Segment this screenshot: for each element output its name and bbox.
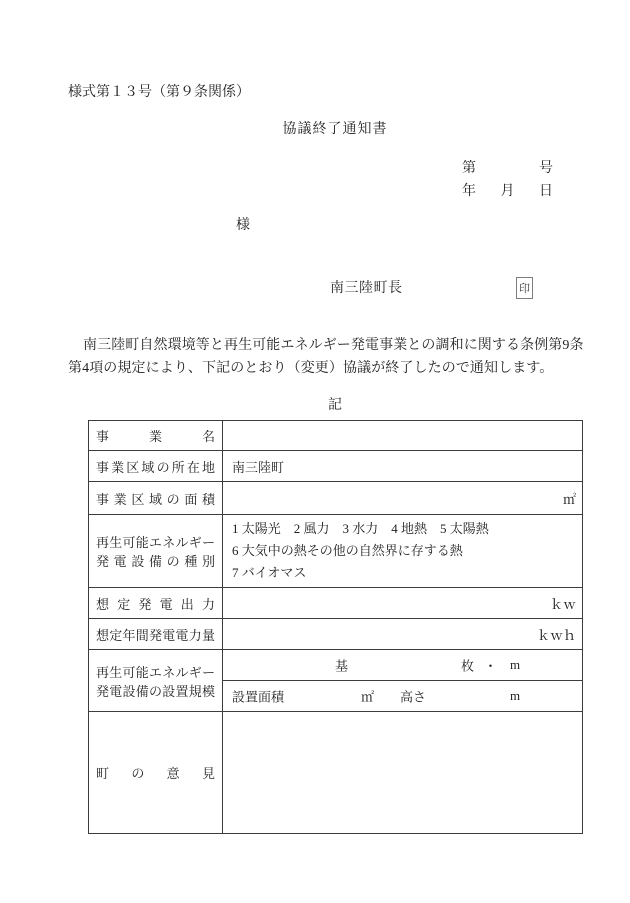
form-table-container bbox=[88, 420, 583, 834]
equipment-type-label-cell bbox=[89, 515, 223, 588]
body-text-line1: 南三陸町自然環境等と再生可能エネルギー発電事業との調和に関する条例第9条 bbox=[83, 338, 584, 353]
installation-area-unit: ㎡ bbox=[361, 689, 375, 705]
location-value-cell: 南三陸町 bbox=[223, 451, 583, 482]
area-label: 事業区域の面積 bbox=[96, 491, 215, 507]
seal-label: 印 bbox=[519, 283, 530, 295]
scale-label-line2: 発電設備の設置規模 bbox=[96, 683, 215, 699]
sender-title: 南三陸町長 bbox=[330, 281, 403, 296]
equipment-type-option-line1: 1 太陽光 2 風力 3 水力 4 地熱 5 太陽熱 bbox=[232, 521, 489, 536]
equipment-type-options-cell bbox=[223, 515, 583, 588]
date-line bbox=[462, 183, 553, 201]
scale-unit-dot: ・ bbox=[484, 658, 498, 674]
output-value-cell bbox=[223, 588, 583, 619]
seal-box bbox=[516, 277, 533, 299]
town-opinion-value-cell bbox=[223, 712, 583, 834]
annual-energy-label: 想定年間発電電力量 bbox=[96, 627, 215, 643]
form-number: 様式第１３号（第９条関係） bbox=[68, 85, 250, 100]
table-row-business-name bbox=[89, 421, 583, 451]
annual-energy-unit: ｋｗｈ bbox=[536, 627, 576, 643]
scale-unit-meter1: m bbox=[510, 657, 521, 672]
equipment-type-label-line1: 再生可能エネルギー bbox=[96, 535, 215, 550]
output-unit: ｋｗ bbox=[549, 596, 576, 612]
scale-units-row1-cell bbox=[223, 650, 583, 681]
document-number-line bbox=[462, 160, 553, 178]
area-unit: ㎡ bbox=[562, 491, 576, 507]
scale-unit-base: 基 bbox=[335, 658, 349, 674]
date-year-label: 年 bbox=[462, 184, 476, 199]
document-number-prefix: 第 bbox=[462, 161, 476, 176]
area-label-cell bbox=[89, 482, 223, 515]
business-name-value-cell bbox=[223, 421, 583, 451]
table-row-annual-energy bbox=[89, 619, 583, 650]
addressee-honorific: 様 bbox=[236, 218, 250, 233]
table-row-location bbox=[89, 451, 583, 482]
installation-area-label: 設置面積 bbox=[232, 689, 285, 705]
height-label: 高さ bbox=[400, 689, 427, 705]
form-table bbox=[88, 420, 583, 834]
table-row-town-opinion bbox=[89, 712, 583, 834]
table-row-scale-1 bbox=[89, 650, 583, 681]
table-row-area bbox=[89, 482, 583, 515]
height-unit: m bbox=[510, 688, 521, 703]
scale-label-cell bbox=[89, 650, 223, 712]
date-day-label: 日 bbox=[539, 184, 553, 199]
annual-energy-label-cell bbox=[89, 619, 223, 650]
town-opinion-label: 町の意見 bbox=[96, 766, 215, 781]
town-opinion-label-cell bbox=[89, 712, 223, 834]
equipment-type-option-line3: 7 バイオマス bbox=[232, 565, 307, 580]
document-number-suffix: 号 bbox=[539, 161, 553, 176]
output-label: 想定発電出力 bbox=[96, 596, 215, 612]
table-row-output bbox=[89, 588, 583, 619]
scale-units-row2-cell bbox=[223, 681, 583, 712]
location-label: 事業区域の所在地 bbox=[96, 459, 215, 475]
date-month-label: 月 bbox=[500, 184, 515, 199]
equipment-type-label-line2: 発電設備の種別 bbox=[96, 554, 215, 569]
business-name-label: 事業名 bbox=[96, 429, 215, 444]
annual-energy-value-cell bbox=[223, 619, 583, 650]
location-label-cell bbox=[89, 451, 223, 482]
body-text-line2: 第4項の規定により、下記のとおり（変更）協議が終了したので通知します。 bbox=[68, 361, 554, 376]
business-name-label-cell bbox=[89, 421, 223, 451]
equipment-type-option-line2: 6 大気中の熱その他の自然界に存する熱 bbox=[232, 543, 463, 558]
output-label-cell bbox=[89, 588, 223, 619]
area-value-cell bbox=[223, 482, 583, 515]
table-caption: 記 bbox=[328, 398, 342, 413]
scale-unit-sheets: 枚 bbox=[461, 658, 475, 674]
scale-label-line1: 再生可能エネルギー bbox=[96, 664, 215, 680]
table-row-equipment-type bbox=[89, 515, 583, 588]
document-title: 協議終了通知書 bbox=[282, 122, 388, 137]
